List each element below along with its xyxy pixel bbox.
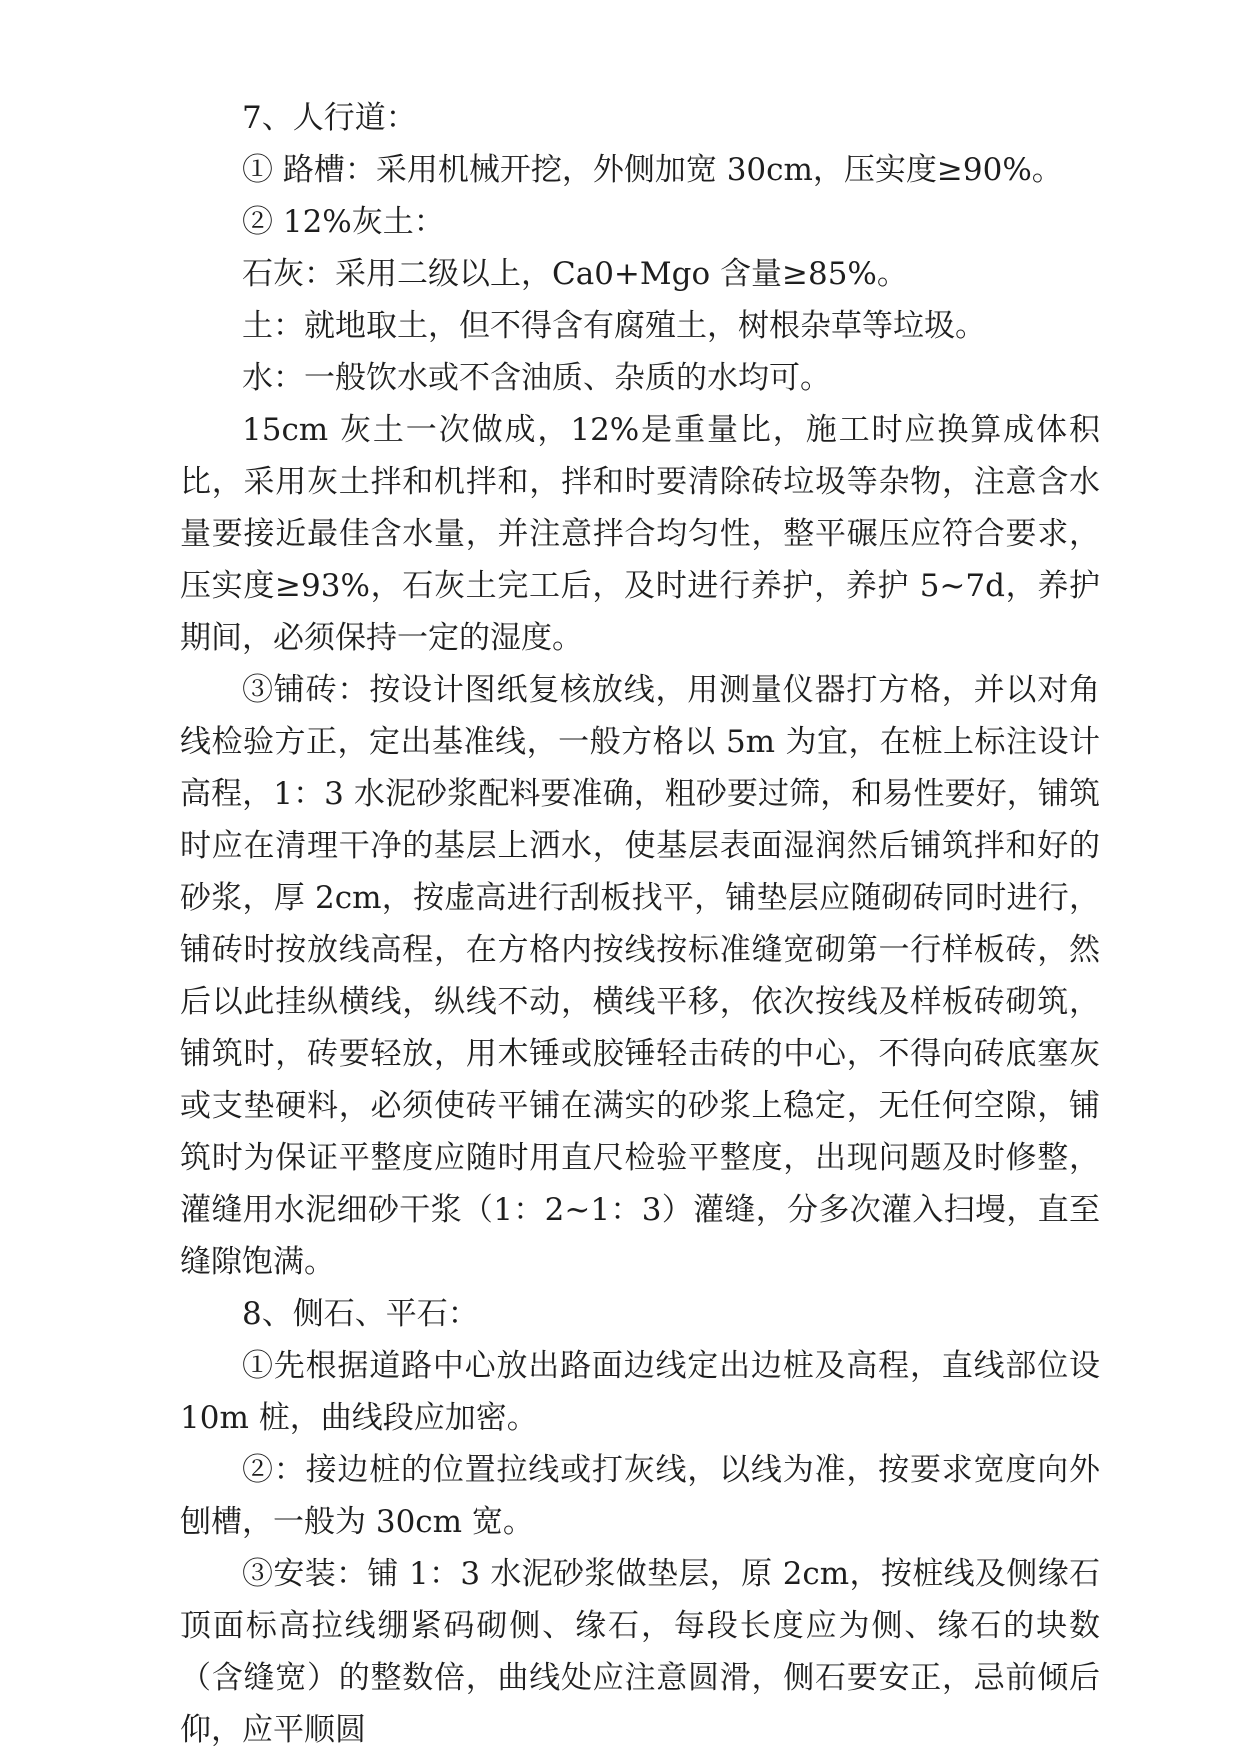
lime-spec: 石灰：采用二级以上，Ca0+Mgo 含量≥85%。 (242, 256, 908, 292)
curb-step-1: ①先根据道路中心放出路面边线定出边桩及高程，直线部位设 10m 桩，曲线段应加密。 (180, 1348, 1100, 1436)
soil-spec: 土：就地取土，但不得含有腐殖土，树根杂草等垃圾。 (242, 308, 986, 344)
item-lime-soil: ② 12%灰土： (242, 204, 445, 240)
heading-curb-stone: 8、侧石、平石： (242, 1296, 479, 1332)
water-spec: 水：一般饮水或不含油质、杂质的水均可。 (242, 360, 831, 396)
lime-soil-procedure: 15cm 灰土一次做成，12%是重量比，施工时应换算成体积比，采用灰土拌和机拌和，拌和时要清除砖垃圾等杂物，注意含水量要接近最佳含水量，并注意拌合均匀性，整平碾压应符合要求，压实度≥93%，石灰土完工后，及时进行养护，养护 5~7d，养护期间，必须保持一定的湿度。 (180, 412, 1100, 656)
document-body (180, 92, 1100, 1756)
heading-sidewalk: 7、人行道： (242, 100, 417, 136)
curb-step-2: ②：接边桩的位置拉线或打灰线，以线为准，按要求宽度向外刨槽，一般为 30cm 宽。 (180, 1452, 1100, 1540)
item-brick-paving: ③铺砖：按设计图纸复核放线，用测量仪器打方格，并以对角线检验方正，定出基准线，一般方格以 5m 为宜，在桩上标注设计高程，1：3 水泥砂浆配料要准确，粗砂要过筛，和易性要好，铺筑时应在清理干净的基层上洒水，使基层表面湿润然后铺筑拌和好的砂浆，厚 2cm，按虚高进行刮板找平，铺垫层应随砌砖同时进行，铺砖时按放线高程，在方格内按线按标准缝宽砌第一行样板砖，然后以此挂纵横线，纵线不动，横线平移，依次按线及样板砖砌筑，铺筑时，砖要轻放，用木锤或胶锤轻击砖的中心，不得向砖底塞灰或支垫硬料，必须使砖平铺在满实的砂浆上稳定，无任何空隙，铺筑时为保证平整度应随时用直尺检验平整度，出现问题及时修整，灌缝用水泥细砂干浆（1：2~1：3）灌缝，分多次灌入扫墁，直至缝隙饱满。 (180, 672, 1100, 1280)
item-road-trench: ① 路槽：采用机械开挖，外侧加宽 30cm，压实度≥90%。 (242, 152, 1063, 188)
curb-step-3: ③安装：铺 1：3 水泥砂浆做垫层，原 2cm，按桩线及侧缘石顶面标高拉线绷紧码砌侧、缘石，每段长度应为侧、缘石的块数（含缝宽）的整数倍，曲线处应注意圆滑，侧石要安正，忌前倾后仰，应平顺圆 (180, 1556, 1100, 1748)
